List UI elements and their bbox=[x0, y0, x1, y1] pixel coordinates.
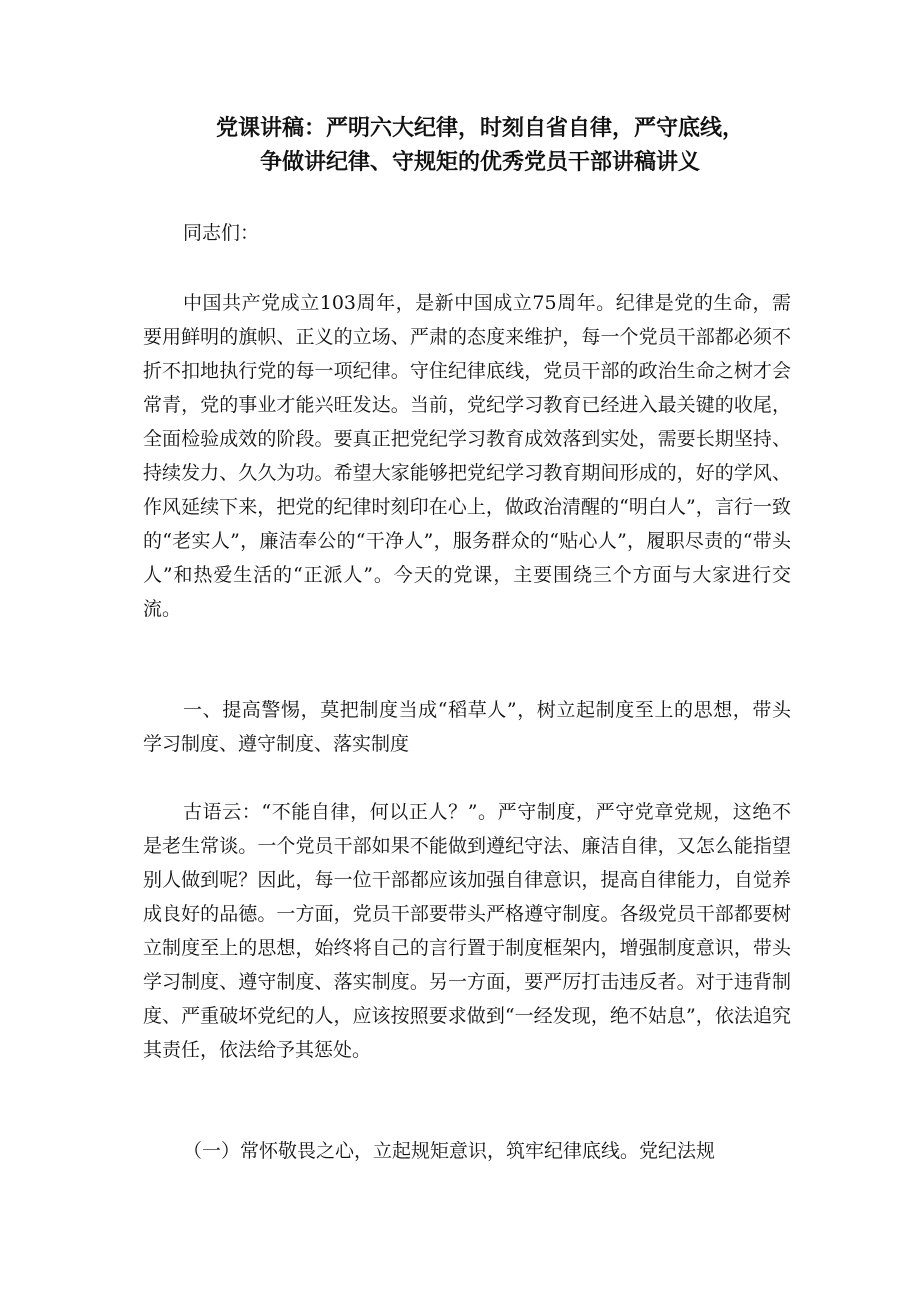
title-line-2: 争做讲纪律、守规矩的优秀党员干部讲稿讲义 bbox=[259, 150, 700, 175]
subsection-heading-1: （一）常怀敬畏之心，立起规矩意识，筑牢纪律底线。党纪法规 bbox=[183, 1140, 716, 1162]
section-heading-block-1 bbox=[143, 693, 791, 761]
greeting: 同志们： bbox=[183, 222, 260, 244]
greeting-block bbox=[143, 216, 791, 250]
subsection-heading-block-1 bbox=[143, 1134, 791, 1168]
document-title bbox=[140, 112, 820, 180]
title-line-1: 党课讲稿：严明六大纪律，时刻自省自律，严守底线， bbox=[215, 116, 744, 141]
paragraph-block-2 bbox=[143, 795, 791, 1067]
paragraph-1: 中国共产党成立103周年，是新中国成立75周年。纪律是党的生命，需要用鲜明的旗帜、正义的立场、严肃的态度来维护，每一个党员干部都必须不折不扣地执行党的每一项纪律。守住纪律底线，党员干部的政治生命之树才会常青，党的事业才能兴旺发达。当前，党纪学习教育已经进入最关键的收尾，全面检验成效的阶段。要真正把党纪学习教育成效落到实处，需要长期坚持、持续发力、久久为功。希望大家能够把党纪学习教育期间形成的，好的学风、作风延续下来，把党的纪律时刻印在心上，做政治清醒的“明白人”，言行一致的“老实人”，廉洁奉公的“干净人”，服务群众的“贴心人”，履职尽责的“带头人”和热爱生活的“正派人”。今天的党课，主要围绕三个方面与大家进行交流。 bbox=[143, 292, 791, 620]
section-heading-1: 一、提高警惕，莫把制度当成“稻草人”，树立起制度至上的思想，带头学习制度、遵守制度、落实制度 bbox=[143, 699, 791, 755]
paragraph-2: 古语云：“不能自律，何以正人？”。严守制度，严守党章党规，这绝不是老生常谈。一个党员干部如果不能做到遵纪守法、廉洁自律，又怎么能指望别人做到呢？因此，每一位干部都应该加强自律意识，提高自律能力，自觉养成良好的品德。一方面，党员干部要带头严格遵守制度。各级党员干部都要树立制度至上的思想，始终将自己的言行置于制度框架内，增强制度意识，带头学习制度、遵守制度、落实制度。另一方面，要严厉打击违反者。对于违背制度、严重破坏党纪的人，应该按照要求做到“一经发现，绝不姑息”，依法追究其责任，依法给予其惩处。 bbox=[143, 801, 791, 1061]
paragraph-block-1 bbox=[143, 286, 791, 626]
